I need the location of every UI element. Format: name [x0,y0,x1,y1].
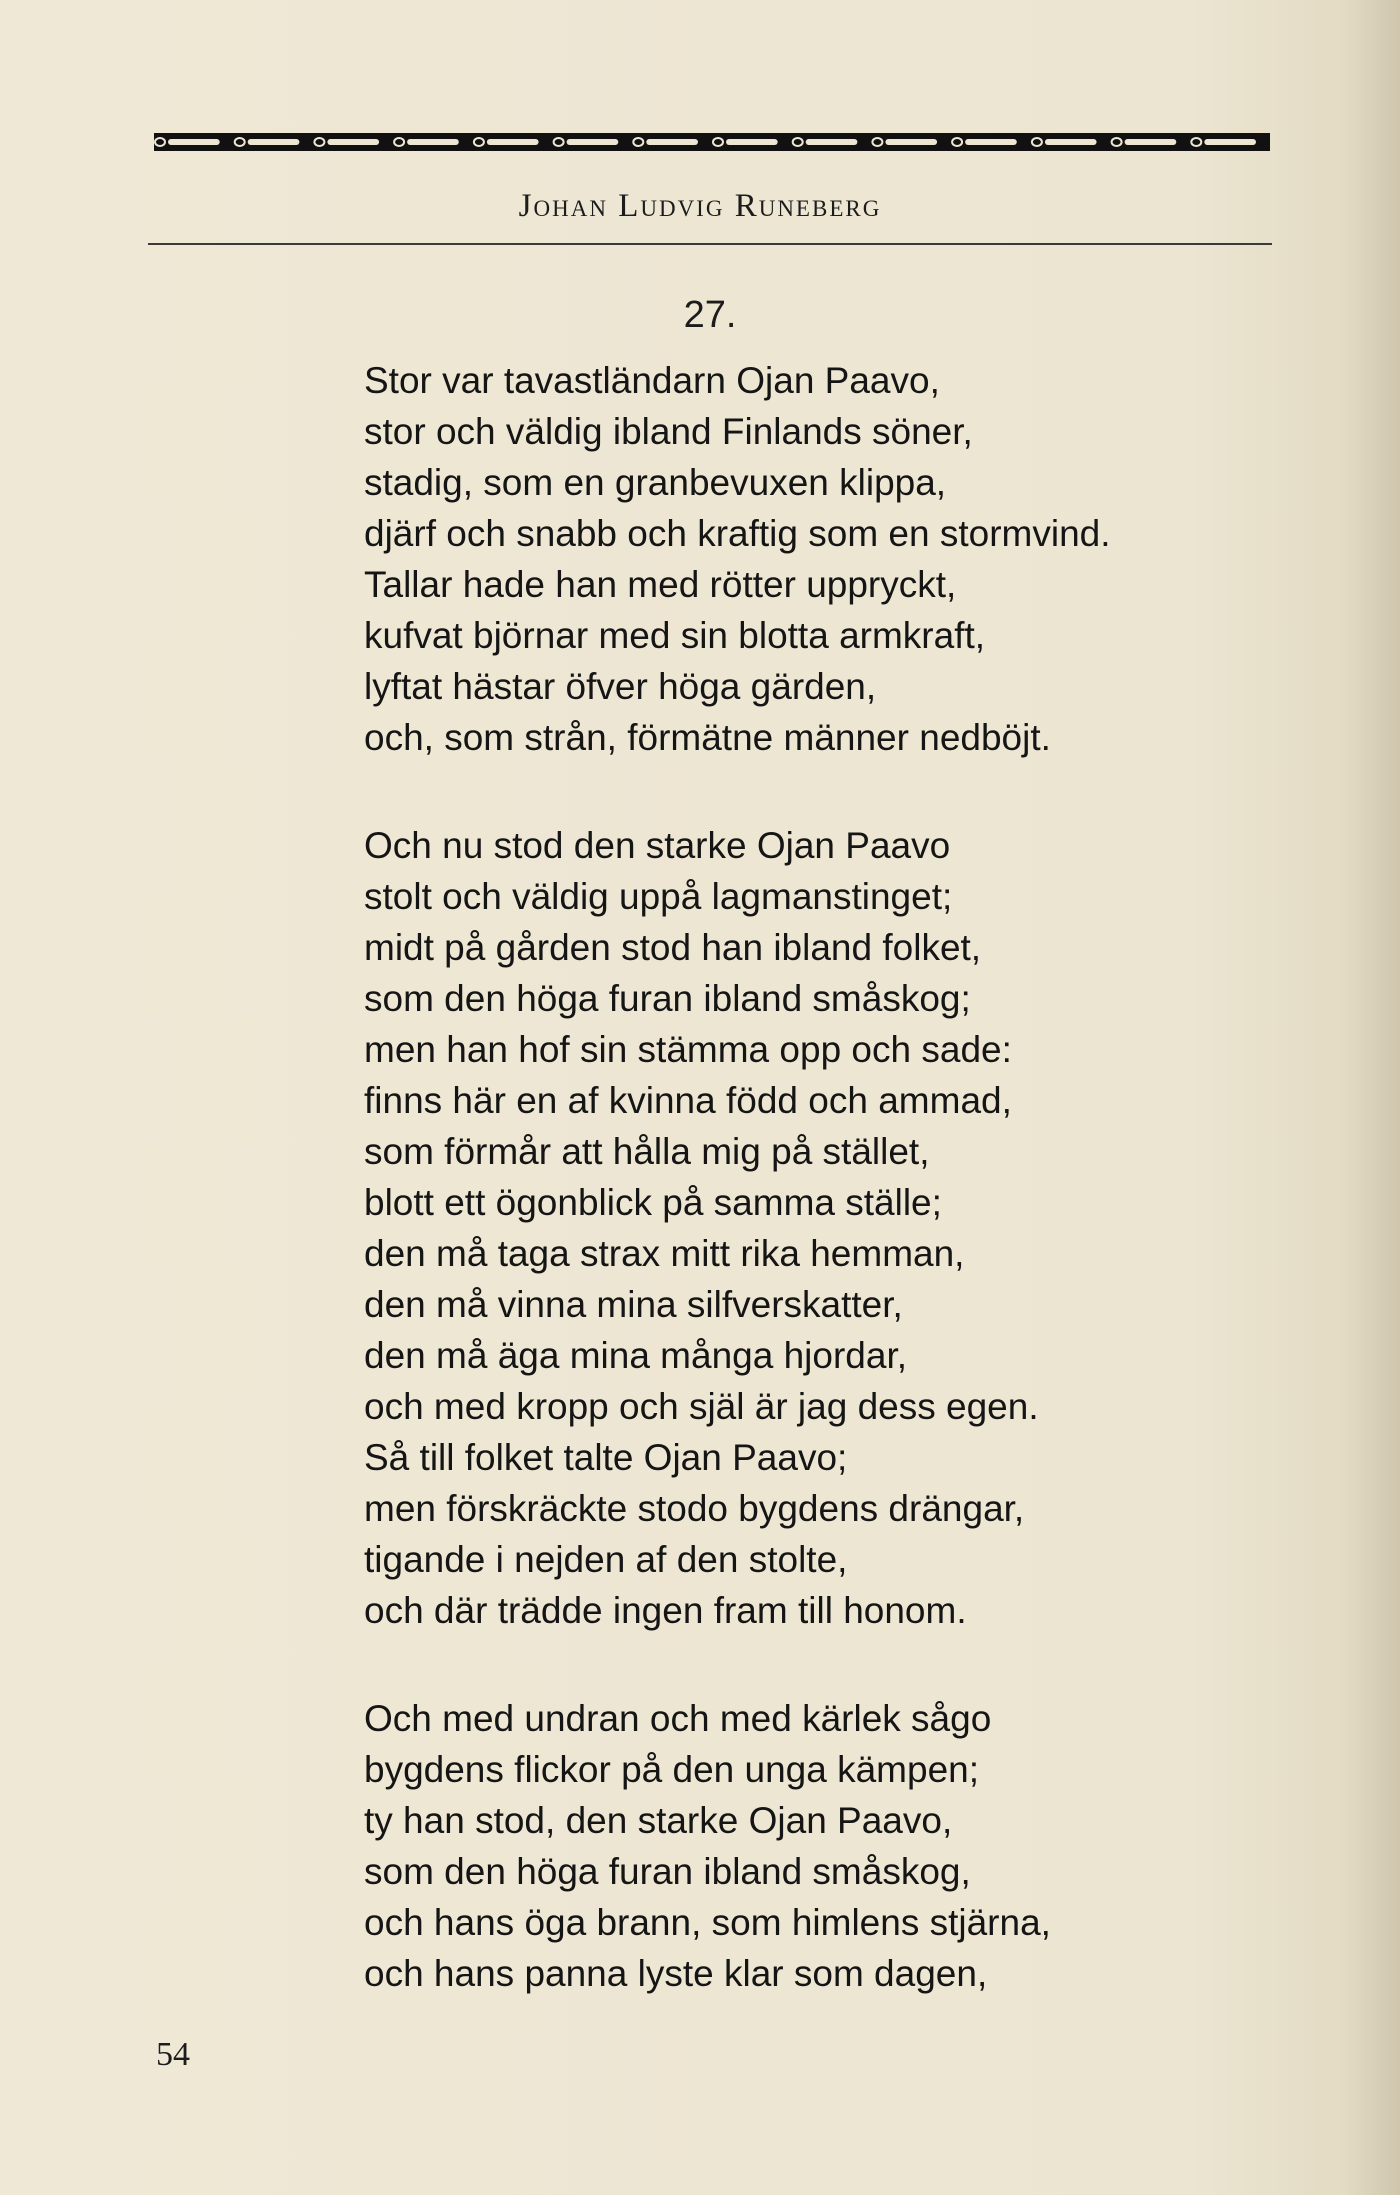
page-number: 54 [156,2036,190,2073]
poem-line: den må taga strax mitt rika hemman, [364,1233,965,1274]
poem-line: som den höga furan ibland småskog, [364,1851,971,1892]
poem-line: Och med undran och med kärlek sågo [364,1698,992,1739]
poem-line: som förmår att hålla mig på stället, [364,1131,930,1172]
poem-line: Så till folket talte Ojan Paavo; [364,1437,848,1478]
poem-line: och där trädde ingen fram till honom. [364,1590,967,1631]
poem-line: och hans öga brann, som himlens stjärna, [364,1902,1051,1943]
poem-line: Stor var tavastländarn Ojan Paavo, [364,360,940,401]
chain-ornament-border [154,131,1270,153]
poem-line: ty han stod, den starke Ojan Paavo, [364,1800,953,1841]
poem-line: midt på gården stod han ibland folket, [364,927,982,968]
poem-line: som den höga furan ibland småskog; [364,978,971,1019]
poem-number: 27. [683,294,737,336]
poem-line: Och nu stod den starke Ojan Paavo [364,825,951,866]
poem-line: men förskräckte stodo bygdens drängar, [364,1488,1025,1529]
poem-line: kufvat björnar med sin blotta armkraft, [364,615,986,656]
poem-line: Tallar hade han med rötter uppryckt, [364,564,957,605]
poem-line: den må äga mina många hjordar, [364,1335,908,1376]
poem-line: lyftat hästar öfver höga gärden, [364,666,877,707]
poem-line: stadig, som en granbevuxen klippa, [364,462,947,503]
poem-line: och hans panna lyste klar som dagen, [364,1953,988,1994]
poem-line: finns här en af kvinna född och ammad, [364,1080,1012,1121]
poem-line: djärf och snabb och kraftig som en stormvind. [364,513,1111,554]
poem-line: men han hof sin stämma opp och sade: [364,1029,1012,1070]
poem-line: och med kropp och själ är jag dess egen. [364,1386,1039,1427]
running-head: Johan Ludvig Runeberg [518,188,882,224]
poem-line: tigande i nejden af den stolte, [364,1539,848,1580]
stanza [364,355,1264,763]
poem-line: och, som strån, förmätne männer nedböjt. [364,717,1051,758]
poem-line: stolt och väldig uppå lagmanstinget; [364,876,953,917]
stanza [364,820,1264,1636]
poem-line: blott ett ögonblick på samma ställe; [364,1182,942,1223]
poem-line: stor och väldig ibland Finlands söner, [364,411,973,452]
poem-line: bygdens flickor på den unga kämpen; [364,1749,980,1790]
stanza [364,1693,1264,1999]
header-rule [148,243,1272,245]
poem-line: den må vinna mina silfverskatter, [364,1284,903,1325]
poem-body [364,355,1264,1999]
